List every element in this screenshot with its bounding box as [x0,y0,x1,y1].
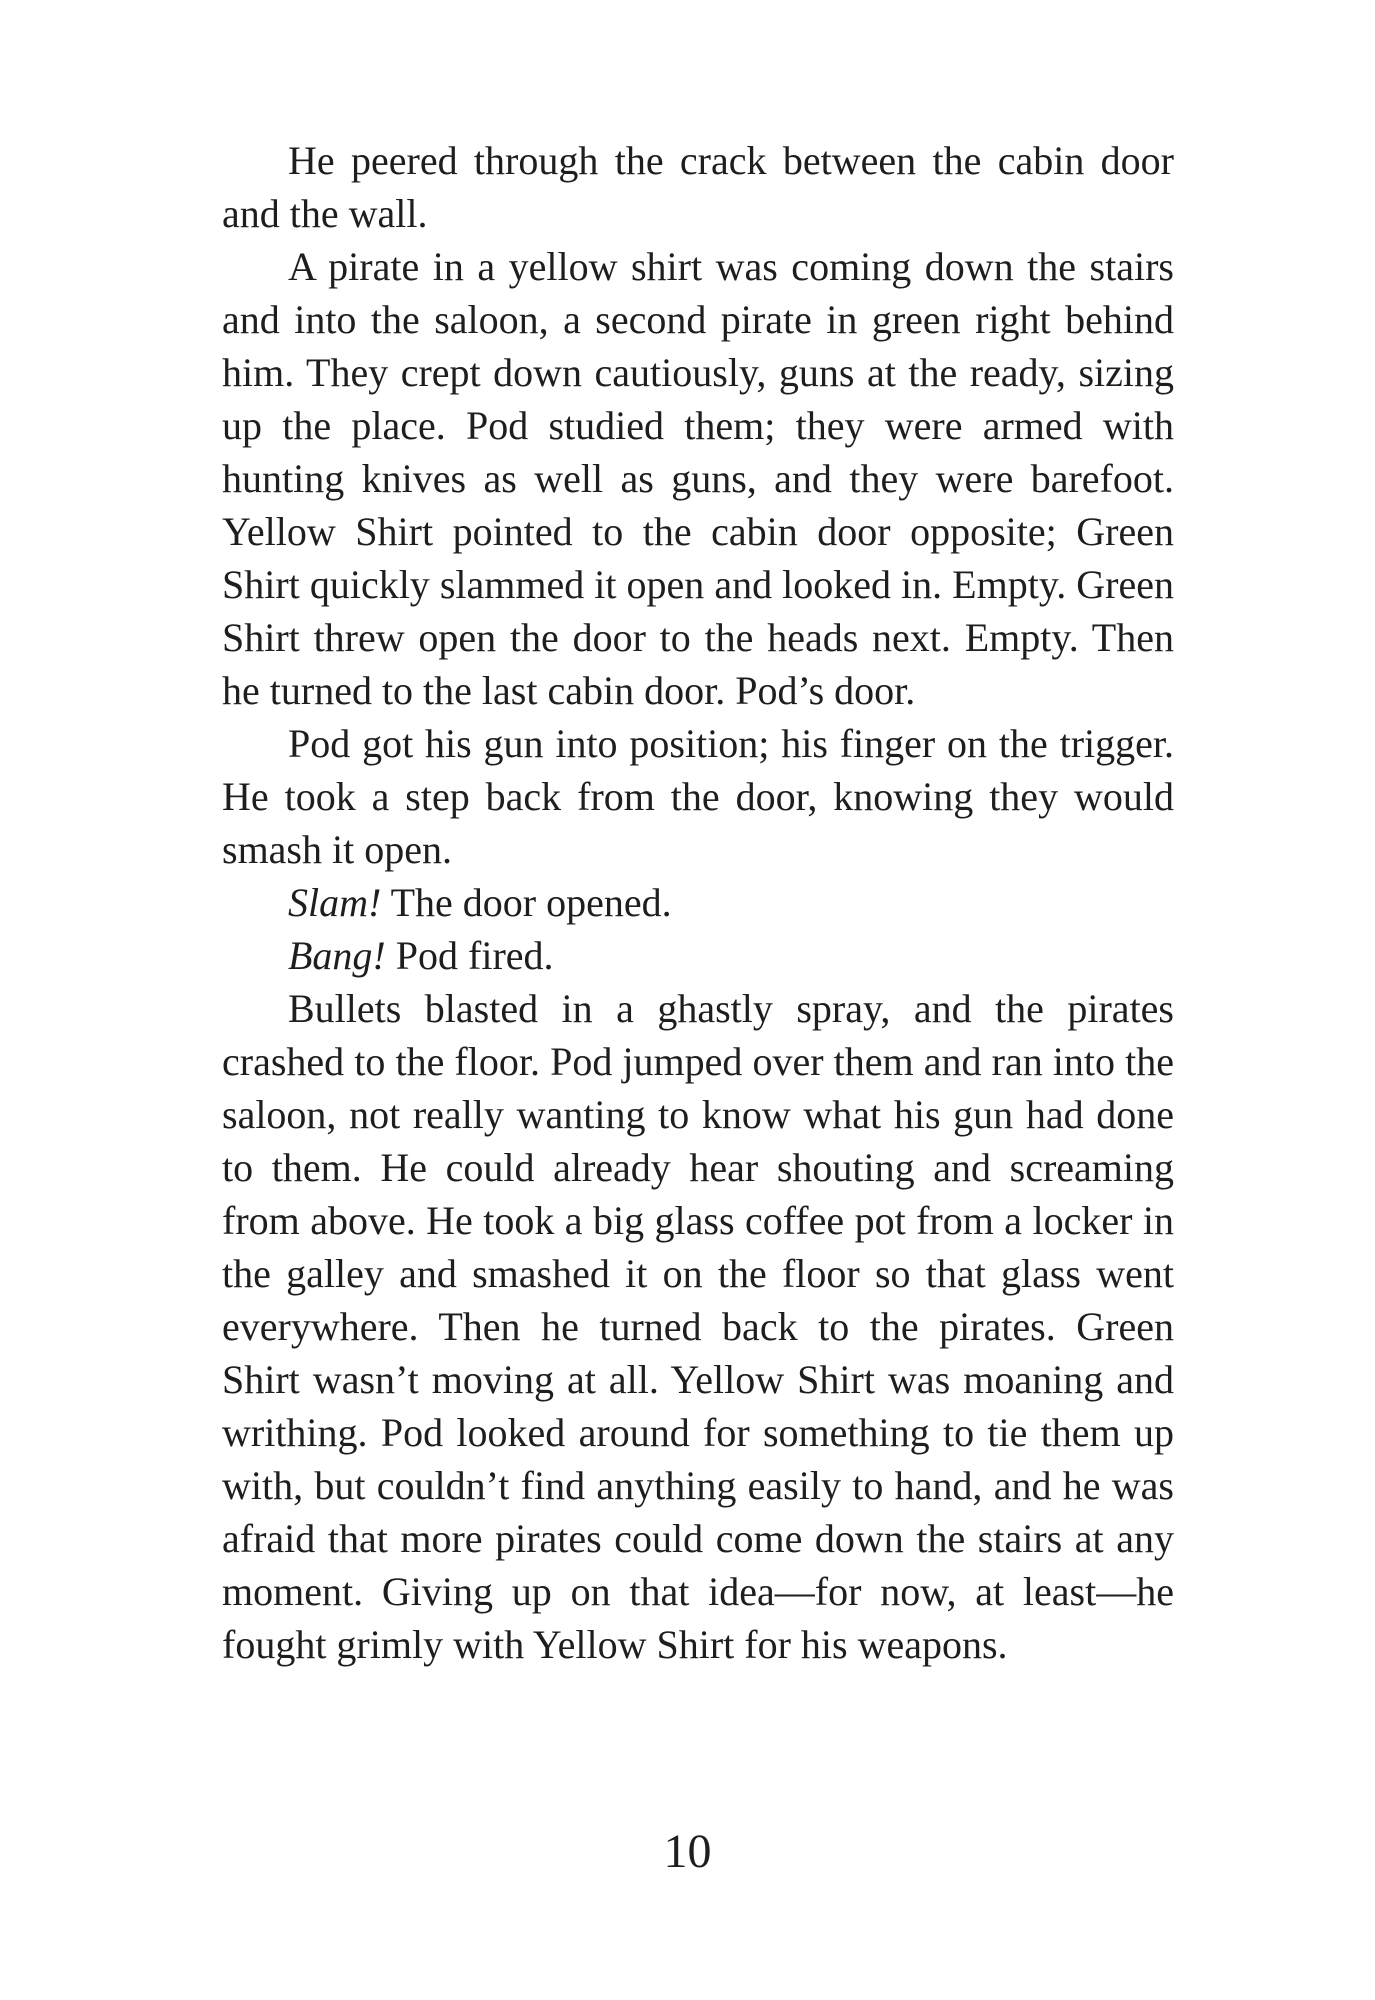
body-text [222,134,1174,1671]
sound-effect-slam: Slam! [288,880,382,925]
sound-effect-bang: Bang! [288,933,386,978]
paragraph-text: Pod fired. [385,933,554,978]
paragraph-text: Bullets blasted in a ghastly spray, and the pirates crashed to the floor. Pod jumped over them and ran into the saloon, not really wanting to know what his gun had done to them. He could already hear shouting and screaming from above. He took a big glass coffee pot from a locker in the galley and smashed it on the floor so that glass went everywhere. Then he turned back to the pirates. Green Shirt wasn’t moving at all. Yellow Shirt was moaning and writhing. Pod looked around for something to tie them up with, but couldn’t find anything easily to hand, and he was afraid that more pirates could come down the stairs at any moment. Giving up on that idea—for now, at least—he fought grimly with Yellow Shirt for his weapons. [222,986,1174,1667]
paragraph-text: Pod got his gun into position; his finger on the trigger. He took a step back from the door, knowing they would smash it open. [222,721,1174,872]
page-number: 10 [663,1825,712,1878]
paragraph-gun-ready [222,717,1174,876]
paragraph-bang [222,929,1174,982]
paragraph-pirates-descend [222,240,1174,717]
paragraph-peered [222,134,1174,240]
paragraph-text: He peered through the crack between the cabin door and the wall. [222,138,1174,236]
paragraph-aftermath [222,982,1174,1671]
paragraph-slam [222,876,1174,929]
paragraph-text: The door opened. [381,880,672,925]
paragraph-text: A pirate in a yellow shirt was coming down the stairs and into the saloon, a second pirate in green right behind him. They crept down cautiously, guns at the ready, sizing up the place. Pod studied them; they were armed with hunting knives as well as guns, and they were barefoot. Yellow Shirt pointed to the cabin door opposite; Green Shirt quickly slammed it open and looked in. Empty. Green Shirt threw open the door to the heads next. Empty. Then he turned to the last cabin door. Pod’s door. [222,244,1174,713]
